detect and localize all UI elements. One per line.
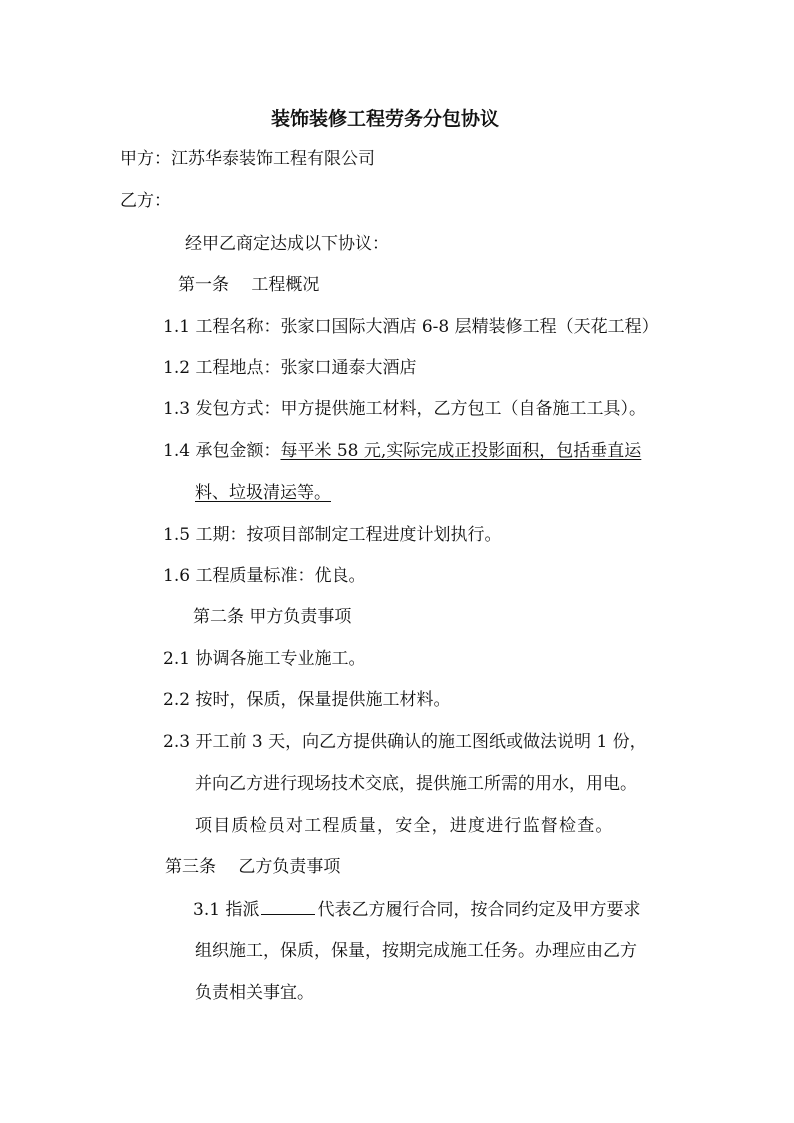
- clause-2-3-line1: 2.3 开工前 3 天，向乙方提供确认的施工图纸或做法说明 1 份，: [163, 732, 647, 752]
- clause-1-4-amount-line1: 每平米 58 元,实际完成正投影面积，包括垂直运: [280, 441, 642, 461]
- party-b-line: 乙方：: [120, 191, 171, 211]
- clause-3-1-prefix: 3.1 指派: [193, 900, 260, 920]
- clause-2-1: 2.1 协调各施工专业施工。: [163, 649, 366, 669]
- clause-2-3-line2: 并向乙方进行现场技术交底，提供施工所需的用水，用电。: [195, 774, 637, 794]
- clause-1-4-label: 1.4 承包金额：: [163, 441, 281, 461]
- clause-2-2: 2.2 按时，保质，保量提供施工材料。: [163, 690, 451, 710]
- clause-3-1-line2: 组织施工，保质，保量，按期完成施工任务。办理应由乙方: [195, 941, 637, 961]
- clause-1-6: 1.6 工程质量标准：优良。: [163, 566, 366, 586]
- representative-blank: [261, 898, 315, 915]
- clause-1-4: [163, 440, 641, 462]
- clause-1-4-amount-line2: 料、垃圾清运等。: [195, 483, 331, 503]
- clause-2-3-line3: 项目质检员对工程质量，安全，进度进行监督检查。: [195, 816, 614, 836]
- intro-line: 经甲乙商定达成以下协议：: [185, 234, 389, 254]
- clause-3-1-suffix: 代表乙方履行合同，按合同约定及甲方要求: [317, 900, 641, 920]
- article-2-heading: 第二条 甲方负责事项: [193, 607, 352, 627]
- clause-1-2: 1.2 工程地点：张家口通泰大酒店: [163, 358, 417, 378]
- article-1-heading: 第一条 工程概况: [178, 275, 320, 295]
- clause-1-5: 1.5 工期：按项目部制定工程进度计划执行。: [163, 525, 502, 545]
- clause-3-1-line1: [193, 898, 640, 921]
- clause-1-3: 1.3 发包方式：甲方提供施工材料，乙方包工（自备施工工具）。: [163, 399, 646, 419]
- clause-1-1: 1.1 工程名称：张家口国际大酒店 6-8 层精装修工程（天花工程）: [163, 317, 659, 337]
- party-a-line: 甲方：江苏华泰装饰工程有限公司: [120, 149, 375, 169]
- clause-3-1-line3: 负责相关事宜。: [195, 983, 314, 1003]
- article-3-heading: 第三条 乙方负责事项: [165, 857, 341, 877]
- document-title: 装饰装修工程劳务分包协议: [271, 108, 500, 130]
